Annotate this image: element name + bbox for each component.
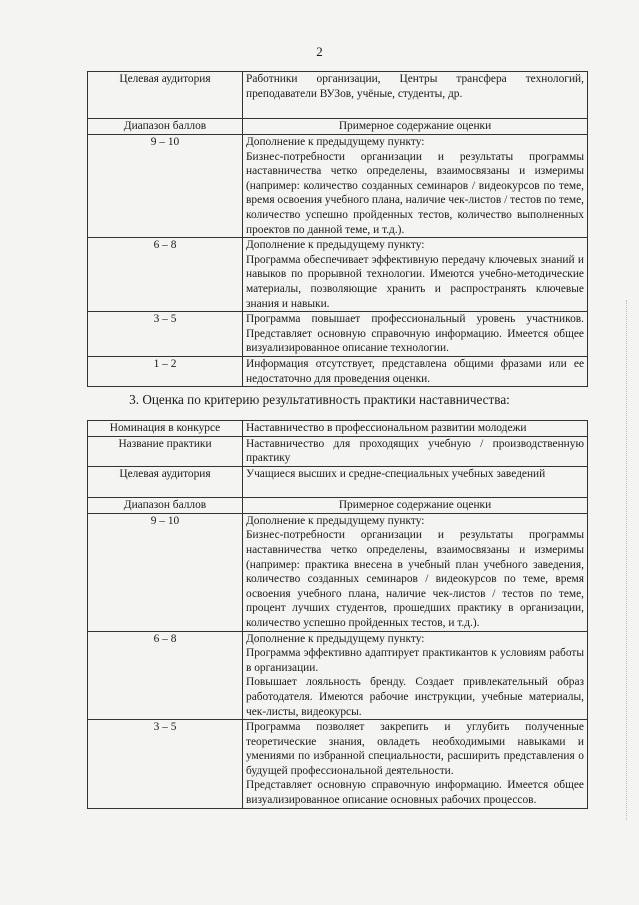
score-range: 6 – 8 bbox=[88, 631, 243, 720]
section-title: 3. Оценка по критерию результативность практики наставничества: bbox=[129, 392, 510, 407]
description-line: Информация отсутствует, представлена общими фразами или ее недостаточно для проведения оценки. bbox=[246, 357, 584, 385]
score-range: 3 – 5 bbox=[88, 312, 243, 357]
score-range: 3 – 5 bbox=[88, 720, 243, 809]
description-line: Программа повышает профессиональный уровень участников. Представляет основную справочную информацию. Имеется общее визуализированное описание технологии. bbox=[246, 313, 584, 355]
score-range: 1 – 2 bbox=[88, 356, 243, 386]
score-range: 9 – 10 bbox=[88, 513, 243, 631]
criteria-table-2 bbox=[87, 420, 588, 809]
range-header: Диапазон баллов bbox=[88, 497, 243, 513]
content-header: Примерное содержание оценки bbox=[243, 497, 588, 513]
practice-label: Название практики bbox=[88, 436, 243, 466]
page-number: 2 bbox=[316, 44, 323, 59]
score-description bbox=[243, 238, 588, 312]
description-line: Дополнение к предыдущему пункту: bbox=[246, 136, 425, 148]
score-description bbox=[243, 631, 588, 720]
table-row bbox=[88, 720, 588, 809]
description-line: Бизнес-потребности организации и результаты программы наставничества четко определены, взаимосвязаны и измеримы (например: количество созданных семинаров / видеокурсов по теме, время освоения учебного плана, наличие чек-листов / тестов по теме, количество успешно пройденных тестов, количество выполненных проектов по данной теме, и т.д.). bbox=[246, 150, 584, 236]
description-line: Дополнение к предыдущему пункту: bbox=[246, 239, 425, 252]
nomination-label: Номинация в конкурсе bbox=[88, 421, 243, 437]
description-line: Дополнение к предыдущему пункту: bbox=[246, 632, 425, 645]
description-line: Представляет основную справочную информацию. Имеется общее визуализированное описание основных рабочих процессов. bbox=[246, 779, 584, 807]
table-row bbox=[88, 312, 588, 357]
table-row bbox=[88, 356, 588, 386]
practice-value: Наставничество для проходящих учебную / производственную практику bbox=[243, 436, 588, 466]
scan-edge-mark bbox=[622, 300, 627, 820]
description-line: Дополнение к предыдущему пункту: bbox=[246, 514, 425, 527]
nomination-value: Наставничество в профессиональном развитии молодежи bbox=[243, 421, 588, 437]
description-line: Бизнес-потребности организации и результаты программы наставничества четко определены, взаимосвязаны и измеримы (например: практика внесена в учебный план учебного заведения, количество созданных семинаров / видеокурсов по теме, время освоения учебного плана, наличие чек-листов / тестов по теме, процент лучших студентов, прошедших практику в организации, количество успешно пройденных тестов, и т.д.). bbox=[246, 529, 584, 629]
description-line: Программа обеспечивает эффективную передачу ключевых знаний и навыков по прорывной технологии. Имеются учебно-методические материалы, позволяющие хранить и распространять ключевые знания и навыки. bbox=[246, 253, 584, 310]
table-row bbox=[88, 135, 588, 238]
score-range: 9 – 10 bbox=[88, 135, 243, 238]
audience-label: Целевая аудитория bbox=[88, 466, 243, 497]
table-row bbox=[88, 238, 588, 312]
description-line: Программа позволяет закрепить и углубить полученные теоретические знания, овладеть необходимыми навыками и умениями по избранной специальности, расширить представления о будущей профессиональной деятельности. bbox=[246, 721, 584, 777]
score-description bbox=[243, 135, 588, 238]
score-description bbox=[243, 312, 588, 357]
score-description bbox=[243, 513, 588, 631]
content-header: Примерное содержание оценки bbox=[243, 119, 588, 135]
audience-value: Учащиеся высших и средне-специальных учебных заведений bbox=[243, 466, 588, 497]
description-line: Программа эффективно адаптирует практикантов к условиям работы в организации. bbox=[246, 647, 584, 674]
table-row bbox=[88, 513, 588, 631]
criteria-table-1 bbox=[87, 71, 588, 387]
audience-label: Целевая аудитория bbox=[88, 72, 243, 119]
audience-value: Работники организации, Центры трансфера технологий, преподаватели ВУЗов, учёные, студенты, др. bbox=[243, 72, 588, 119]
description-line: Повышает лояльность бренду. Создает привлекательный образ работодателя. Имеются рабочие инструкции, учебные материалы, чек-листы, видеокурсы. bbox=[246, 676, 584, 718]
range-header: Диапазон баллов bbox=[88, 119, 243, 135]
score-description bbox=[243, 720, 588, 809]
score-description bbox=[243, 356, 588, 386]
table-row bbox=[88, 631, 588, 720]
score-range: 6 – 8 bbox=[88, 238, 243, 312]
